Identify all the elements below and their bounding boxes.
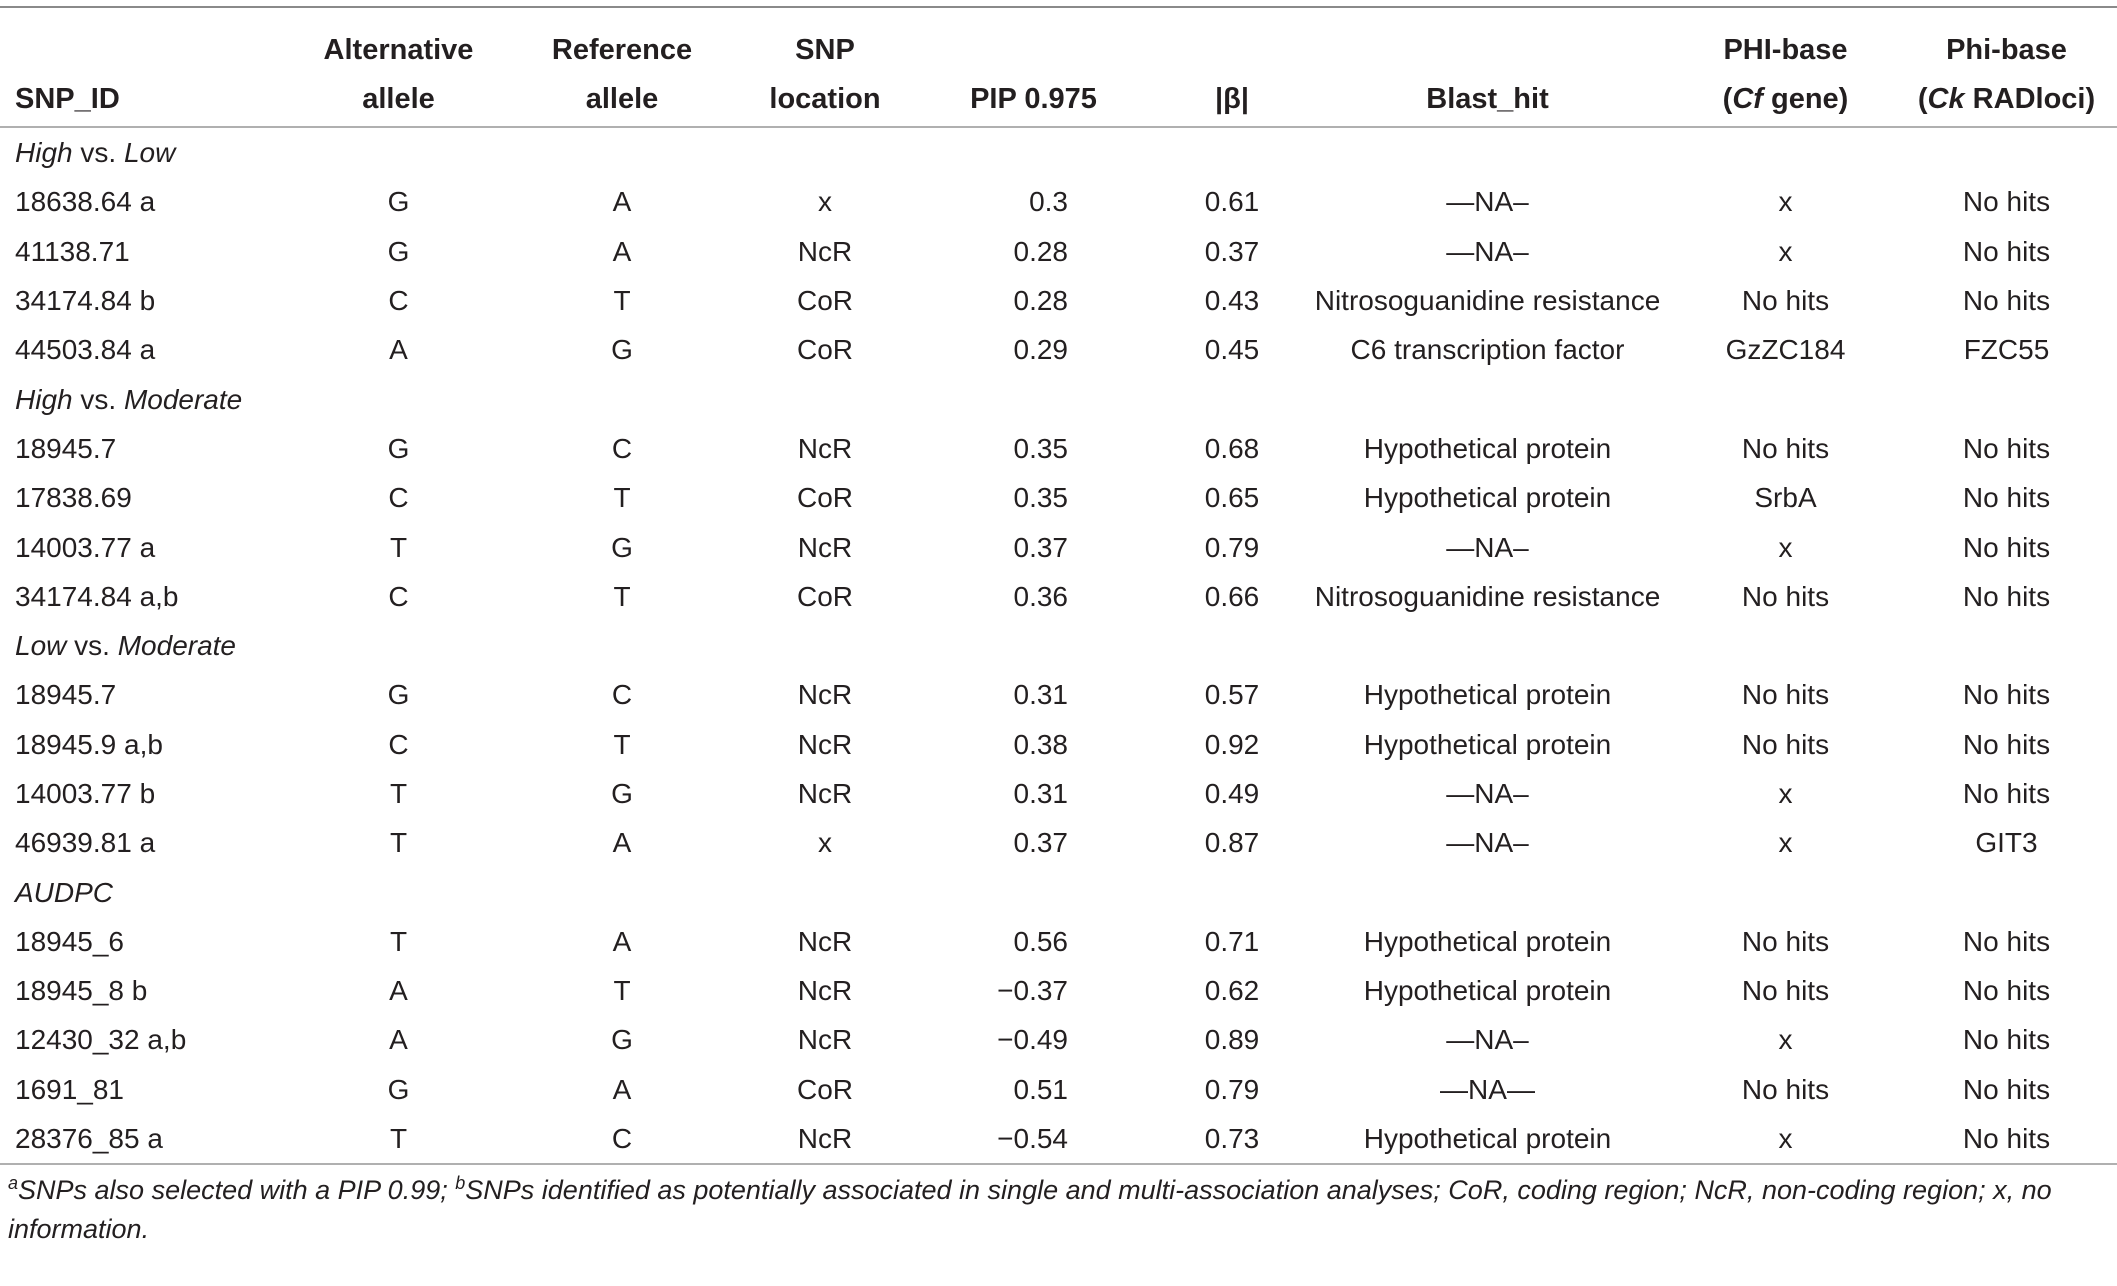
header-phi-base-cf: PHI-base (Cf gene) [1675, 7, 1896, 127]
cell-reference-allele: A [612, 186, 632, 218]
cell-phi-base-cf: No hits [1741, 432, 1830, 464]
cell-beta: 0.73 [1164, 1114, 1300, 1164]
cell-phi-base-cf: No hits [1741, 925, 1830, 957]
cell-phi-base-cf: x [1778, 778, 1793, 809]
header-pip: PIP 0.975 [903, 7, 1164, 127]
cell-pip [903, 1065, 1164, 1114]
cell-snp-id: 14003.77 b [15, 778, 156, 809]
table-row [0, 473, 2117, 522]
cell-phi-base-cf: No hits [1741, 580, 1830, 612]
cell-beta: 0.62 [1204, 975, 1260, 1007]
cell-phi-base-cf: x [1778, 531, 1793, 563]
cell-beta: 0.45 [1204, 334, 1260, 366]
cell-phi-base-ck: FZC55 [1963, 334, 2050, 366]
cell-snp-id: 44503.84 a [15, 334, 156, 366]
cell-beta: 0.65 [1204, 482, 1260, 514]
cell-reference-allele: T [613, 482, 631, 514]
cell-blast-hit: —NA– [1446, 531, 1529, 563]
cell-alternative-allele: T [389, 531, 408, 563]
cell-snp-id: 17838.69 [15, 482, 132, 514]
cell-phi-base-cf: No hits [1741, 975, 1830, 1007]
cell-phi-base-ck: No hits [1962, 186, 2051, 218]
cell-pip [903, 177, 1164, 226]
cell-beta: 0.57 [1204, 679, 1260, 711]
table-row [0, 818, 2117, 867]
cell-pip [903, 276, 1164, 325]
table-body [0, 127, 2117, 1164]
footnote-text-b: SNPs identified as potentially associated in single and multi-association analyses; CoR, coding region; NcR, non-coding region; x, no information. [8, 1175, 2052, 1245]
cell-blast-hit: —NA– [1446, 186, 1529, 218]
footnote-marker-a: a [8, 1173, 19, 1194]
header-alternative-allele: Alternative allele [300, 7, 497, 127]
cell-pip-value: 0.38 [1013, 728, 1068, 760]
cell-blast-hit: Hypothetical protein [1300, 1114, 1675, 1164]
group-label-second: Moderate [117, 630, 237, 662]
cell-pip-value: 0.28 [1013, 285, 1068, 317]
cell-snp-id: 18945.7 [15, 679, 117, 711]
group-label-vs: vs. [72, 137, 124, 169]
cell-beta: 0.49 [1204, 778, 1260, 809]
footnote-marker-b: b [455, 1173, 466, 1194]
cell-pip [903, 818, 1164, 867]
cell-reference-allele: T [613, 975, 631, 1007]
cell-pip [903, 424, 1164, 473]
header-snp-id: SNP_ID [0, 7, 300, 127]
cell-reference-allele: G [611, 778, 633, 809]
cell-pip [903, 325, 1164, 374]
cell-pip-value: 0.31 [1013, 778, 1068, 809]
cell-pip-value: 0.51 [1013, 1073, 1068, 1105]
cell-pip-value: 0.3 [1029, 186, 1068, 218]
cell-pip [903, 917, 1164, 966]
cell-beta: 0.61 [1204, 186, 1260, 218]
cell-reference-allele: G [611, 334, 633, 366]
cell-alternative-allele: C [388, 482, 409, 514]
cell-snp-location: NcR [797, 531, 853, 563]
table-row [0, 227, 2117, 276]
table-row [0, 1015, 2117, 1064]
cell-phi-base-cf: SrbA [1754, 482, 1817, 514]
cell-snp-location: CoR [796, 285, 853, 317]
cell-blast-hit: C6 transcription factor [1350, 334, 1625, 366]
cell-pip [903, 966, 1164, 1015]
cell-phi-base-ck: No hits [1962, 432, 2051, 464]
cell-pip-value: −0.54 [997, 1123, 1068, 1155]
cell-snp-id: 18638.64 a [15, 186, 156, 218]
cell-blast-hit: —NA– [1446, 1024, 1529, 1056]
cell-snp-id: 28376_85 a [0, 1114, 300, 1164]
cell-pip-value: 0.37 [1013, 827, 1068, 859]
group-label [0, 127, 2117, 177]
cell-pip-value: 0.31 [1013, 679, 1068, 711]
cell-alternative-allele: C [388, 728, 409, 760]
cell-reference-allele: G [611, 531, 633, 563]
cell-alternative-allele: C [388, 580, 409, 612]
cell-reference-allele: C [497, 1114, 747, 1164]
cell-pip-value: −0.37 [997, 975, 1068, 1007]
cell-phi-base-ck: No hits [1962, 285, 2051, 317]
cell-pip [903, 227, 1164, 276]
cell-beta: 0.71 [1204, 925, 1260, 957]
cell-phi-base-ck: No hits [1962, 778, 2051, 809]
header-beta: |β| [1164, 7, 1300, 127]
header-snp-location: SNP location [747, 7, 903, 127]
cell-pip [903, 522, 1164, 571]
cell-blast-hit: —NA– [1446, 235, 1529, 267]
cell-alternative-allele: T [389, 827, 408, 859]
cell-blast-hit: —NA– [1446, 778, 1529, 809]
cell-blast-hit: —NA— [1440, 1073, 1535, 1105]
cell-snp-location: CoR [796, 482, 853, 514]
footnote-text-a: SNPs also selected with a PIP 0.99; [18, 1175, 456, 1206]
cell-blast-hit: Hypothetical protein [1363, 975, 1612, 1007]
cell-phi-base-cf: GzZC184 [1725, 334, 1846, 366]
cell-beta: 0.43 [1204, 285, 1260, 317]
cell-alternative-allele: G [387, 679, 410, 711]
group-label-first: Low [15, 630, 67, 662]
cell-phi-base-cf: No hits [1741, 728, 1830, 760]
table-row [0, 572, 2117, 621]
cell-alternative-allele: C [388, 285, 409, 317]
cell-snp-id: 18945_8 b [15, 975, 148, 1007]
cell-snp-id: 41138.71 [15, 235, 130, 267]
table-row [0, 917, 2117, 966]
cell-phi-base-cf: No hits [1741, 679, 1830, 711]
group-label-first: AUDPC [15, 876, 114, 908]
cell-pip-value: −0.49 [997, 1024, 1068, 1056]
table-row [0, 424, 2117, 473]
group-label-first: High [15, 383, 73, 415]
group-header-row [0, 127, 2117, 177]
header-blast-hit: Blast_hit [1300, 7, 1675, 127]
cell-pip [903, 572, 1164, 621]
cell-phi-base-cf: No hits [1741, 285, 1830, 317]
table-row [0, 522, 2117, 571]
cell-beta: 0.79 [1204, 1073, 1260, 1105]
cell-beta: 0.87 [1204, 827, 1260, 859]
cell-phi-base-cf: x [1778, 1024, 1793, 1056]
cell-reference-allele: A [612, 235, 632, 267]
group-header-row [0, 621, 2117, 670]
cell-pip-value: 0.56 [1013, 925, 1068, 957]
cell-snp-location: NcR [797, 975, 853, 1007]
cell-phi-base-ck: No hits [1962, 235, 2051, 267]
table-row [0, 325, 2117, 374]
cell-phi-base-cf: x [1778, 235, 1793, 267]
cell-blast-hit: —NA– [1446, 827, 1529, 859]
cell-snp-id: 34174.84 b [15, 285, 156, 317]
cell-phi-base-ck: No hits [1896, 1114, 2117, 1164]
cell-reference-allele: T [613, 728, 631, 760]
cell-alternative-allele: A [389, 334, 408, 366]
cell-blast-hit: Nitrosoguanidine resistance [1314, 285, 1661, 317]
cell-alternative-allele: A [389, 975, 408, 1007]
group-header-row [0, 374, 2117, 423]
cell-snp-location: NcR [747, 1114, 903, 1164]
cell-alternative-allele: T [389, 778, 408, 809]
cell-snp-location: NcR [797, 432, 853, 464]
cell-blast-hit: Hypothetical protein [1363, 925, 1612, 957]
cell-pip [903, 769, 1164, 818]
group-label-second: Moderate [123, 383, 243, 415]
cell-reference-allele: T [613, 580, 631, 612]
cell-snp-location: NcR [797, 778, 853, 809]
cell-reference-allele: A [612, 925, 632, 957]
cell-beta: 0.79 [1204, 531, 1260, 563]
cell-phi-base-cf: x [1778, 186, 1793, 218]
table-row [0, 769, 2117, 818]
cell-phi-base-ck: No hits [1962, 482, 2051, 514]
cell-snp-id: 14003.77 a [15, 531, 156, 563]
group-label-second: Low [123, 137, 176, 169]
cell-snp-location: CoR [796, 334, 853, 366]
group-label [0, 374, 2117, 423]
cell-phi-base-ck: No hits [1962, 531, 2051, 563]
table-row [0, 720, 2117, 769]
header-phi-base-ck: Phi-base (Ck RADloci) [1896, 7, 2117, 127]
cell-pip [903, 473, 1164, 522]
cell-snp-location: NcR [797, 1024, 853, 1056]
cell-phi-base-ck: No hits [1962, 580, 2051, 612]
cell-snp-location: x [818, 186, 832, 218]
table-header [0, 7, 2117, 127]
cell-phi-base-cf: No hits [1741, 1073, 1830, 1105]
cell-beta: 0.68 [1204, 432, 1260, 464]
table-row [0, 966, 2117, 1015]
cell-phi-base-cf: x [1675, 1114, 1896, 1164]
cell-snp-id: 18945.7 [15, 432, 117, 464]
cell-snp-location: x [818, 827, 832, 859]
cell-blast-hit: Hypothetical protein [1363, 728, 1612, 760]
cell-snp-id: 18945_6 [15, 925, 125, 957]
cell-alternative-allele: G [387, 1073, 410, 1105]
cell-blast-hit: Hypothetical protein [1363, 432, 1612, 464]
cell-alternative-allele: T [389, 925, 408, 957]
cell-beta: 0.66 [1204, 580, 1260, 612]
cell-beta: 0.37 [1204, 235, 1260, 267]
cell-snp-id: 34174.84 a,b [15, 580, 179, 612]
cell-alternative-allele: T [300, 1114, 497, 1164]
cell-blast-hit: Hypothetical protein [1363, 482, 1612, 514]
table-row [0, 670, 2117, 719]
cell-phi-base-ck: No hits [1962, 728, 2051, 760]
cell-phi-base-ck: No hits [1962, 975, 2051, 1007]
cell-alternative-allele: G [387, 235, 410, 267]
cell-pip-value: 0.29 [1013, 334, 1068, 366]
cell-reference-allele: A [612, 1073, 632, 1105]
cell-pip-value: 0.36 [1013, 580, 1068, 612]
cell-alternative-allele: G [387, 186, 410, 218]
cell-snp-location: NcR [797, 235, 853, 267]
cell-blast-hit: Nitrosoguanidine resistance [1314, 580, 1661, 612]
cell-reference-allele: C [611, 679, 633, 711]
cell-reference-allele: C [611, 432, 633, 464]
cell-beta: 0.92 [1204, 728, 1260, 760]
cell-snp-id: 46939.81 a [15, 827, 156, 859]
cell-reference-allele: A [612, 827, 632, 859]
cell-phi-base-ck: No hits [1962, 925, 2051, 957]
cell-pip-value: 0.35 [1013, 432, 1068, 464]
cell-snp-id: 1691_81 [15, 1073, 125, 1105]
group-label-first: High [15, 137, 73, 169]
cell-alternative-allele: A [389, 1024, 408, 1056]
cell-beta: 0.89 [1204, 1024, 1260, 1056]
cell-phi-base-ck: GIT3 [1975, 827, 2038, 859]
group-label [0, 867, 2117, 916]
cell-pip-value: 0.37 [1013, 531, 1068, 563]
cell-alternative-allele: G [387, 432, 410, 464]
cell-snp-id: 18945.9 a,b [15, 728, 163, 760]
table-row [0, 276, 2117, 325]
cell-snp-location: NcR [797, 679, 853, 711]
cell-phi-base-ck: No hits [1962, 1024, 2051, 1056]
group-label-vs: vs. [72, 383, 124, 415]
cell-pip [903, 670, 1164, 719]
group-label-vs: vs. [66, 630, 118, 662]
table-footnote [0, 1165, 2113, 1249]
snp-table [0, 6, 2117, 1165]
table-row [0, 177, 2117, 226]
group-label [0, 621, 2117, 670]
cell-reference-allele: T [613, 285, 631, 317]
cell-blast-hit: Hypothetical protein [1363, 679, 1612, 711]
cell-pip-value: 0.28 [1013, 235, 1068, 267]
cell-pip [903, 1114, 1164, 1164]
cell-snp-location: CoR [796, 1073, 853, 1105]
cell-snp-location: NcR [797, 728, 853, 760]
header-reference-allele: Reference allele [497, 7, 747, 127]
table-row [0, 1065, 2117, 1114]
group-header-row [0, 867, 2117, 916]
cell-pip-value: 0.35 [1013, 482, 1068, 514]
cell-snp-id: 12430_32 a,b [15, 1024, 187, 1056]
cell-phi-base-cf: x [1778, 827, 1793, 859]
table-row [0, 1114, 2117, 1164]
cell-snp-location: CoR [796, 580, 853, 612]
cell-phi-base-ck: No hits [1962, 679, 2051, 711]
cell-reference-allele: G [611, 1024, 633, 1056]
cell-pip [903, 720, 1164, 769]
cell-snp-location: NcR [797, 925, 853, 957]
cell-phi-base-ck: No hits [1962, 1073, 2051, 1105]
cell-pip [903, 1015, 1164, 1064]
